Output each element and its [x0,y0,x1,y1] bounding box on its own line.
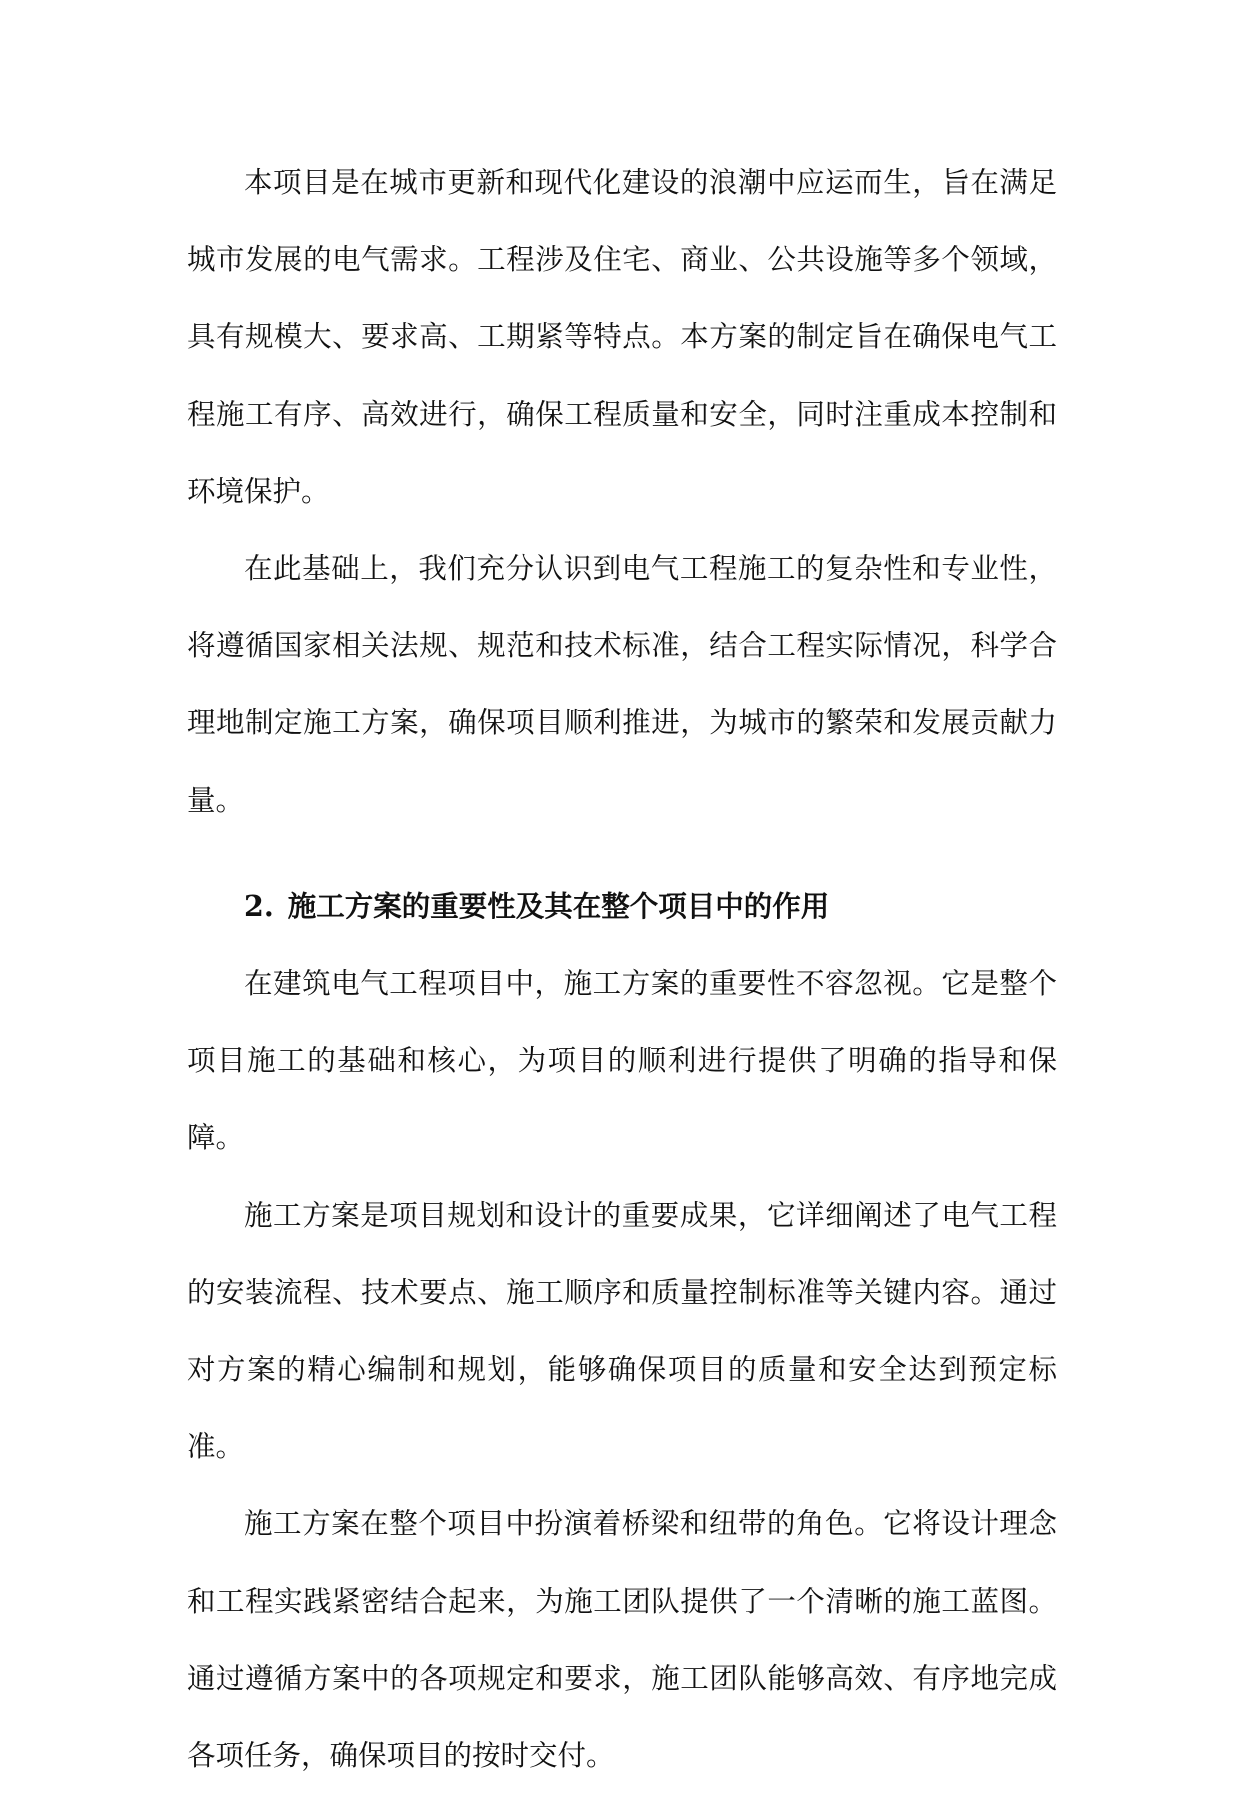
intro-paragraph-2: 在此基础上，我们充分认识到电气工程施工的复杂性和专业性，将遵循国家相关法规、规范和技术标准，结合工程实际情况，科学合理地制定施工方案，确保项目顺利推进，为城市的繁荣和发展贡献力量。 [187,552,1057,817]
section-paragraph-3: 施工方案在整个项目中扮演着桥梁和纽带的角色。它将设计理念和工程实践紧密结合起来，为施工团队提供了一个清晰的施工蓝图。通过遵循方案中的各项规定和要求，施工团队能够高效、有序地完成各项任务，确保项目的按时交付。 [187,1507,1057,1773]
document-body [187,144,1057,1794]
section-title: 施工方案的重要性及其在整个项目中的作用 [287,888,830,923]
section-paragraph-1: 在建筑电气工程项目中，施工方案的重要性不容忽视。它是整个项目施工的基础和核心，为项目的顺利进行提供了明确的指导和保障。 [187,967,1057,1155]
section-paragraph-2: 施工方案是项目规划和设计的重要成果，它详细阐述了电气工程的安装流程、技术要点、施工顺序和质量控制标准等关键内容。通过对方案的精心编制和规划，能够确保项目的质量和安全达到预定标准。 [187,1198,1057,1464]
intro-paragraph-1: 本项目是在城市更新和现代化建设的浪潮中应运而生，旨在满足城市发展的电气需求。工程涉及住宅、商业、公共设施等多个领域，具有规模大、要求高、工期紧等特点。本方案的制定旨在确保电气工程施工有序、高效进行，确保工程质量和安全，同时注重成本控制和环境保护。 [187,166,1057,508]
section-heading [187,868,1057,945]
section-number: 2. [244,888,274,923]
